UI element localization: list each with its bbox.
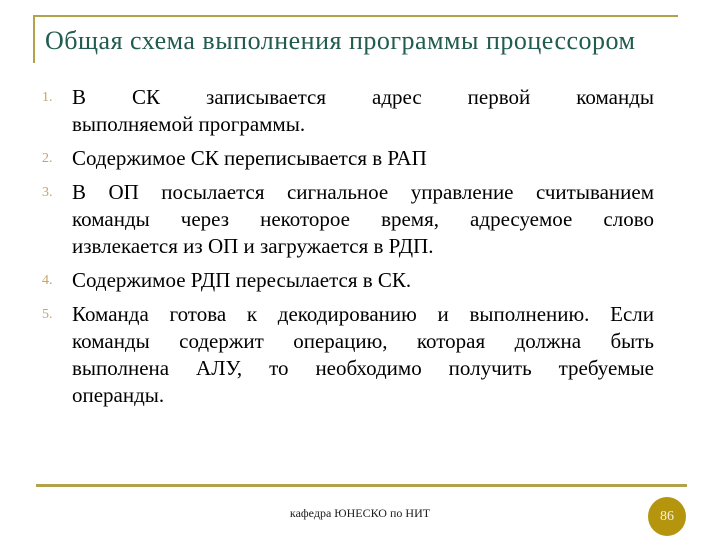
list-item-text: [72, 84, 654, 138]
list-item: [42, 301, 654, 409]
page-number: 86: [660, 508, 674, 524]
list-item-line: выполнена АЛУ, то необходимо получить требуемые: [72, 356, 654, 380]
list-item-line: В СК записывается адрес первой команды: [72, 85, 654, 109]
list-item-text: [72, 145, 654, 172]
list-item: [42, 145, 654, 172]
list-item: [42, 179, 654, 260]
list-item-line: операнды.: [72, 383, 165, 407]
list-item-line: выполняемой программы.: [72, 112, 306, 136]
list-item-line: Содержимое РДП пересылается в СК.: [72, 268, 412, 292]
title-accent-line-top: [33, 15, 678, 17]
list-item-text: [72, 179, 654, 260]
list-item-line: команды содержит операцию, которая должна быть: [72, 329, 654, 353]
footer-divider-line: [36, 484, 687, 487]
list-item-number: 5.: [42, 307, 53, 322]
steps-list: [42, 84, 654, 416]
list-item-line: извлекается из ОП и загружается в РДП.: [72, 234, 434, 258]
list-item-number: 2.: [42, 151, 53, 166]
list-item: [42, 267, 654, 294]
list-item-text: [72, 301, 654, 409]
list-item: [42, 84, 654, 138]
list-item-number: 3.: [42, 185, 53, 200]
list-item-number: 1.: [42, 90, 53, 105]
list-item-line: Команда готова к декодированию и выполнению. Если: [72, 302, 654, 326]
list-item-line: Содержимое СК переписывается в РАП: [72, 146, 427, 170]
slide-title: Общая схема выполнения программы процессором: [45, 26, 636, 55]
list-item-number: 4.: [42, 273, 53, 288]
title-accent-line-left: [33, 15, 35, 63]
footer-department: кафедра ЮНЕСКО по НИТ: [289, 506, 431, 520]
list-item-line: команды через некоторое время, адресуемое слово: [72, 207, 654, 231]
list-item-text: [72, 267, 654, 294]
page-number-badge: [648, 497, 686, 536]
list-item-line: В ОП посылается сигнальное управление считыванием: [72, 180, 654, 204]
